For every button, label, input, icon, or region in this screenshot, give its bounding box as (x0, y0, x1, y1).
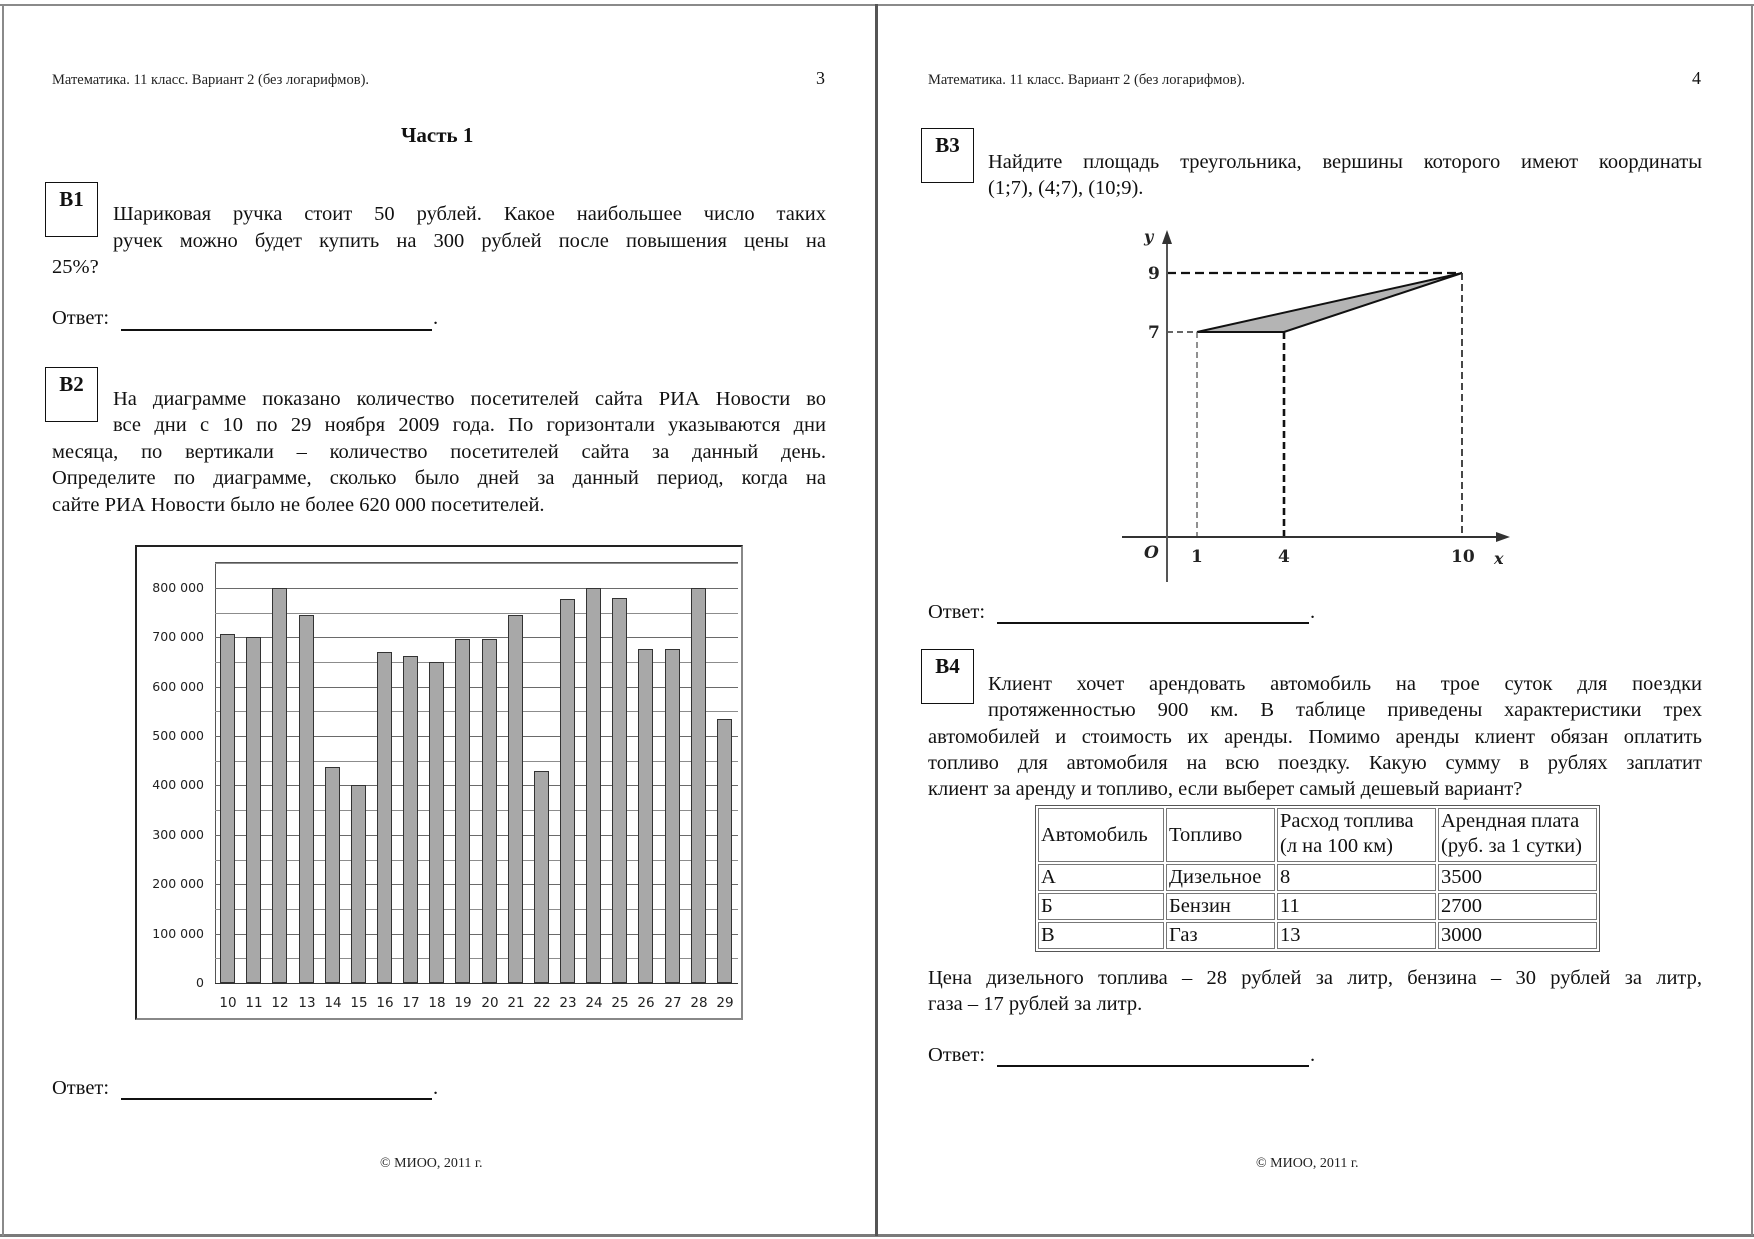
table-cell: А (1038, 864, 1164, 891)
chart-x-axis (215, 983, 738, 984)
b2-answer-dot: . (433, 1077, 439, 1099)
table-cell: 11 (1277, 893, 1436, 920)
page-border-right (1751, 4, 1753, 1236)
b3-answer-label: Ответ: (928, 601, 986, 623)
chart-x-tick-label: 28 (690, 995, 708, 1011)
table-cell: Дизельное (1166, 864, 1275, 891)
chart-bar (429, 662, 444, 983)
chart-gridline (215, 884, 738, 885)
chart-y-tick-label: 700 000 (152, 629, 204, 644)
b3-answer-dot: . (1310, 601, 1316, 623)
chart-bar (534, 771, 549, 983)
chart-x-tick-label: 25 (611, 995, 629, 1011)
chart-bar (325, 767, 340, 983)
chart-y-tick-label: 0 (196, 975, 204, 990)
page-header: Математика. 11 класс. Вариант 2 (без логарифмов). (52, 72, 370, 88)
chart-gridline (215, 613, 738, 614)
b4-text-line-2: протяженностью 900 км. В таблице приведены характеристики трех (988, 699, 1702, 721)
table-row (1038, 864, 1597, 891)
header-rent-line-1: Арендная плата (1441, 810, 1580, 832)
table-cell: Бензин (1166, 893, 1275, 920)
chart-x-tick-label: 23 (559, 995, 577, 1011)
chart-x-tick-label: 15 (350, 995, 368, 1011)
chart-y-tick-label: 800 000 (152, 580, 204, 595)
car-rental-table (1035, 805, 1600, 952)
task-label-b1: B1 (45, 182, 98, 237)
table-cell: 13 (1277, 922, 1436, 949)
task-label-b4: B4 (921, 649, 974, 704)
header-cell-car: Автомобиль (1038, 808, 1164, 862)
table-header-row (1038, 808, 1597, 862)
chart-bar (586, 588, 601, 983)
x-tick-10: 10 (1451, 547, 1475, 567)
b2-text-line-2: все дни с 10 по 29 ноября 2009 года. По горизонтали указываются дни (113, 414, 826, 436)
y-axis-arrow-icon (1162, 230, 1172, 244)
chart-y-tick-label: 100 000 (152, 926, 204, 941)
b2-answer-label: Ответ: (52, 1077, 110, 1099)
chart-bar (560, 599, 575, 983)
b4-text-line-1: Клиент хочет арендовать автомобиль на трое суток для поездки (988, 673, 1702, 695)
chart-x-tick-label: 29 (716, 995, 734, 1011)
chart-gridline (215, 711, 738, 712)
chart-bar (508, 615, 523, 983)
chart-bar (455, 639, 470, 983)
chart-bar (612, 598, 627, 983)
chart-x-tick-label: 21 (507, 995, 525, 1011)
chart-bar (638, 649, 653, 983)
task-label-b3: B3 (921, 128, 974, 183)
table-cell: Газ (1166, 922, 1275, 949)
chart-y-tick-label: 300 000 (152, 827, 204, 842)
b4-price-line-1: Цена дизельного топлива – 28 рублей за литр, бензина – 30 рублей за литр, (928, 967, 1702, 989)
chart-x-tick-label: 27 (664, 995, 682, 1011)
b4-answer-label: Ответ: (928, 1044, 986, 1066)
chart-gridline (215, 785, 738, 786)
b3-text-line-2: (1;7), (4;7), (10;9). (988, 177, 1144, 199)
chart-gridline (215, 687, 738, 688)
chart-bar (377, 652, 392, 983)
b4-text-line-5: клиент за аренду и топливо, если выберет самый дешевый вариант? (928, 778, 1523, 800)
chart-gridline (215, 662, 738, 663)
b1-text-line-1: Шариковая ручка стоит 50 рублей. Какое наибольшее число таких (113, 203, 826, 225)
chart-gridline (215, 736, 738, 737)
chart-bar (220, 634, 235, 983)
header-cell-fuel: Топливо (1166, 808, 1275, 862)
triangle-shape (1197, 273, 1462, 332)
header-cell-consumption (1277, 808, 1436, 862)
header-consumption-line-2: (л на 100 км) (1280, 835, 1394, 857)
b1-answer-field[interactable] (121, 329, 432, 331)
triangle-coordinate-graph (1100, 210, 1540, 590)
chart-gridline (215, 835, 738, 836)
chart-gridline (215, 909, 738, 910)
b2-text-line-5: сайте РИА Новости было не более 620 000 посетителей. (52, 494, 545, 516)
chart-gridline (215, 810, 738, 811)
b1-answer-dot: . (433, 307, 439, 329)
page-border-left (2, 4, 4, 1236)
x-tick-1: 1 (1191, 547, 1203, 567)
b4-text-line-3: автомобилей и стоимость их аренды. Помимо аренды клиент обязан оплатить (928, 726, 1702, 748)
origin-label: O (1144, 543, 1159, 563)
header-consumption-line-1: Расход топлива (1280, 810, 1414, 832)
x-axis-arrow-icon (1496, 532, 1510, 542)
chart-x-tick-label: 19 (454, 995, 472, 1011)
chart-y-tick-label: 200 000 (152, 876, 204, 891)
x-axis-label: x (1494, 549, 1504, 568)
chart-bar (403, 656, 418, 983)
chart-gridline (215, 637, 738, 638)
b4-price-line-2: газа – 17 рублей за литр. (928, 993, 1143, 1015)
chart-bar (299, 615, 314, 983)
page-footer: © МИОО, 2011 г. (380, 1156, 483, 1171)
chart-x-tick-label: 20 (481, 995, 499, 1011)
visitors-chart-plot-area (215, 562, 738, 983)
chart-x-tick-label: 13 (298, 995, 316, 1011)
b4-text-line-4: топливо для автомобиля на всю поездку. Какую сумму в рублях заплатит (928, 752, 1702, 774)
chart-gridline (215, 934, 738, 935)
task-label-b2: B2 (45, 367, 98, 422)
chart-y-tick-label: 500 000 (152, 728, 204, 743)
chart-bar (351, 785, 366, 983)
b4-answer-dot: . (1310, 1044, 1316, 1066)
y-axis-label: y (1144, 227, 1154, 246)
chart-gridline (215, 860, 738, 861)
chart-bar (717, 719, 732, 983)
chart-x-tick-label: 10 (219, 995, 237, 1011)
chart-y-tick-label: 400 000 (152, 777, 204, 792)
chart-x-tick-label: 11 (245, 995, 263, 1011)
chart-x-tick-label: 18 (428, 995, 446, 1011)
b2-text-line-4: Определите по диаграмме, сколько было дней за данный период, когда на (52, 467, 826, 489)
part-title: Часть 1 (401, 123, 474, 147)
b1-answer-label: Ответ: (52, 307, 110, 329)
b4-answer-field[interactable] (997, 1065, 1309, 1067)
table-row (1038, 893, 1597, 920)
table-cell: Б (1038, 893, 1164, 920)
chart-gridline (215, 958, 738, 959)
b2-text-line-3: месяца, по вертикали – количество посетителей сайта за данный день. (52, 441, 826, 463)
b3-text-line-1: Найдите площадь треугольника, вершины которого имеют координаты (988, 151, 1702, 173)
table-cell: В (1038, 922, 1164, 949)
table-cell: 3500 (1438, 864, 1597, 891)
b1-text-line-2: ручек можно будет купить на 300 рублей после повышения цены на (113, 230, 826, 252)
chart-x-tick-label: 14 (324, 995, 342, 1011)
header-rent-line-2: (руб. за 1 сутки) (1441, 835, 1582, 857)
page-divider (875, 4, 878, 1236)
chart-x-tick-label: 24 (585, 995, 603, 1011)
chart-bar (665, 649, 680, 983)
chart-bar (246, 637, 261, 983)
chart-gridline (215, 588, 738, 589)
y-tick-9: 9 (1148, 264, 1160, 284)
table-row (1038, 922, 1597, 949)
chart-bar (691, 588, 706, 983)
chart-x-tick-label: 17 (402, 995, 420, 1011)
page-number: 4 (1692, 68, 1701, 88)
b3-answer-field[interactable] (997, 622, 1309, 624)
chart-x-tick-label: 22 (533, 995, 551, 1011)
chart-x-tick-label: 26 (637, 995, 655, 1011)
x-tick-4: 4 (1278, 547, 1290, 567)
chart-gridline (215, 563, 738, 564)
y-tick-7: 7 (1148, 323, 1160, 343)
b2-answer-field[interactable] (121, 1098, 432, 1100)
chart-y-tick-label: 600 000 (152, 679, 204, 694)
b1-text-line-3: 25%? (52, 256, 99, 278)
page-footer: © МИОО, 2011 г. (1256, 1156, 1359, 1171)
chart-x-tick-label: 12 (271, 995, 289, 1011)
b2-text-line-1: На диаграмме показано количество посетителей сайта РИА Новости во (113, 388, 826, 410)
page-header: Математика. 11 класс. Вариант 2 (без логарифмов). (928, 72, 1246, 88)
header-cell-rent (1438, 808, 1597, 862)
chart-gridline (215, 761, 738, 762)
table-cell: 8 (1277, 864, 1436, 891)
page-number: 3 (816, 68, 825, 88)
table-cell: 3000 (1438, 922, 1597, 949)
chart-x-tick-label: 16 (376, 995, 394, 1011)
chart-bar (272, 588, 287, 983)
chart-bar (482, 639, 497, 983)
table-cell: 2700 (1438, 893, 1597, 920)
